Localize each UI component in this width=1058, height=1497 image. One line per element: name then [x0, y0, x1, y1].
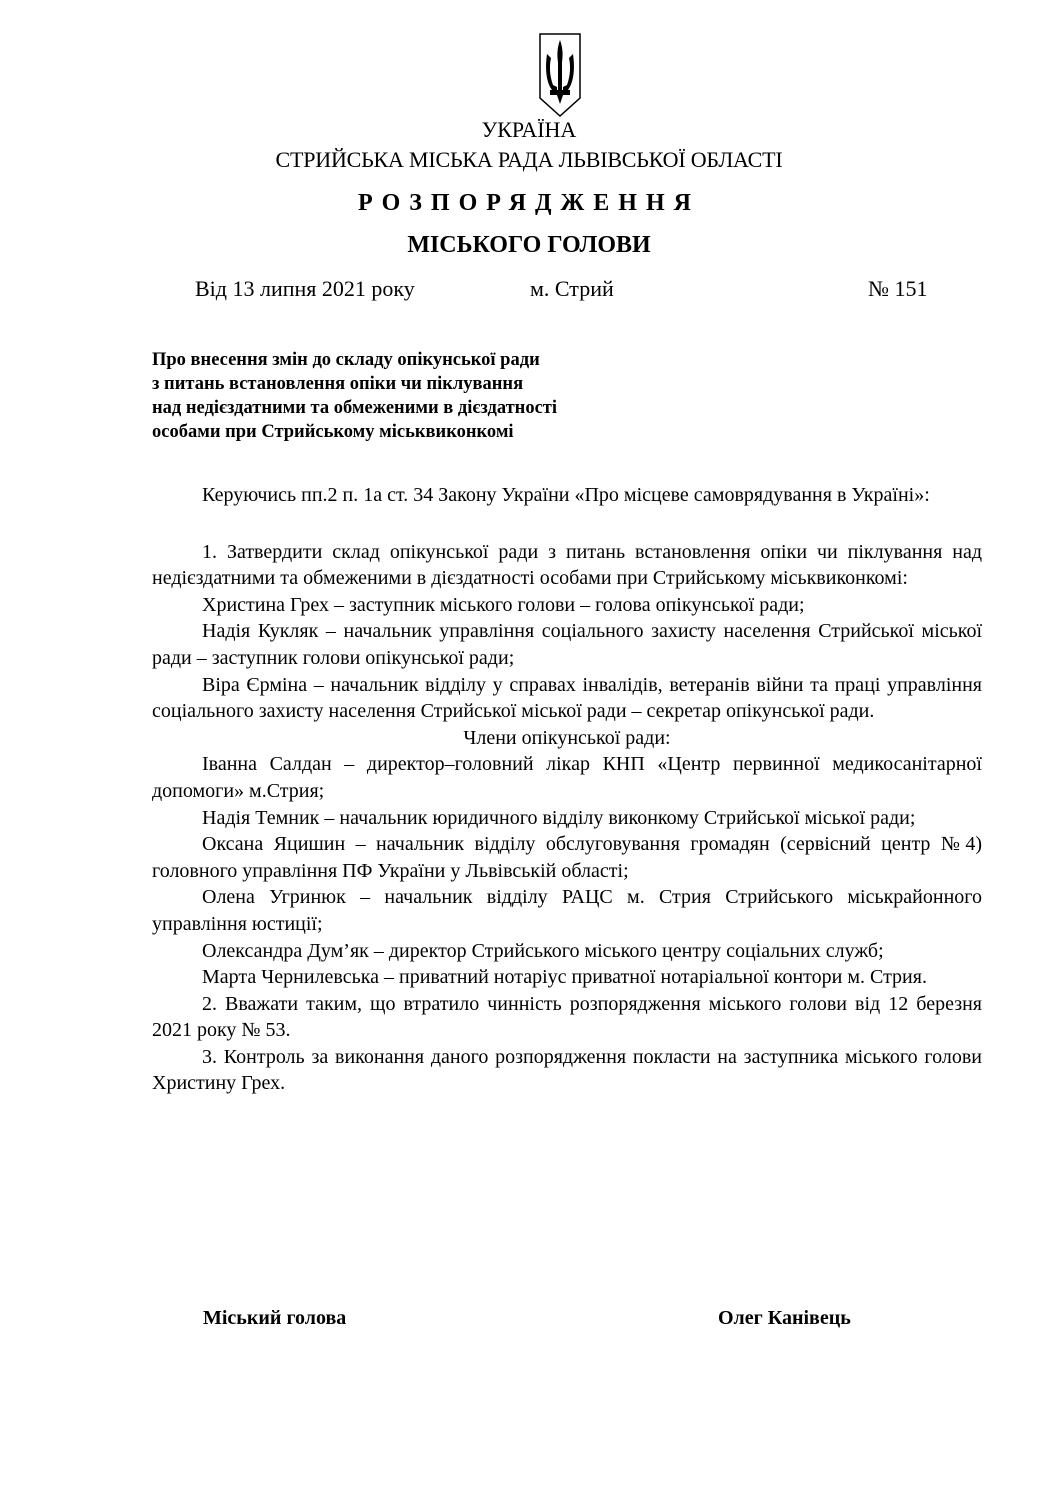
document-body [152, 482, 982, 1097]
council-name: СТРИЙСЬКА МІСЬКА РАДА ЛЬВІВСЬКОЇ ОБЛАСТІ [275, 147, 783, 172]
leader-entry: Надія Кукляк – начальник управління соціального захисту населення Стрийської міської ради – заступник голови опікунської ради; [152, 620, 982, 669]
member-entry: Надія Темник – начальник юридичного відділу виконкому Стрийської міської ради; [202, 806, 916, 829]
document-issuer: МІСЬКОГО ГОЛОВИ [407, 232, 651, 258]
subject-line: Про внесення змін до складу опікунської ради [152, 350, 540, 370]
document-subject [152, 348, 557, 444]
trident-coat-of-arms-icon [538, 32, 582, 118]
preamble-paragraph: Керуючись пп.2 п. 1а ст. 34 Закону України «Про місцеве самоврядування в Україні»: [202, 484, 930, 506]
country-name: УКРАЇНА [481, 117, 577, 142]
signatory-title: Міський голова [203, 1307, 347, 1329]
subject-line: над недієздатними та обмеженими в дієздатності [152, 398, 558, 418]
document-date: Від 13 липня 2021 року [195, 276, 415, 301]
subject-line: особами при Стрийському міськвиконкомі [152, 422, 514, 442]
document-type: РОЗПОРЯДЖЕННЯ [358, 190, 700, 216]
item-2-paragraph: 2. Вважати таким, що втратило чинність розпорядження міського голови від 12 березня 2021 року № 53. [152, 992, 982, 1042]
item-1-paragraph: 1. Затвердити склад опікунської ради з питань встановлення опіки чи піклування над недієздатними та обмеженими в дієздатності особами при Стрийському міськвиконкомі: [152, 540, 982, 590]
item-3-paragraph: 3. Контроль за виконання даного розпорядження покласти на заступника міського голови Христину Грех. [152, 1045, 982, 1095]
member-entry: Олександра Дум’як – директор Стрийського міського центру соціальних служб; [202, 939, 884, 962]
member-entry: Іванна Салдан – директор–головний лікар КНП «Центр первинної медикосанітарної допомоги» м.Стрия; [152, 753, 982, 802]
member-entry: Марта Чернилевська – приватний нотаріус приватної нотаріальної контори м. Стрия. [202, 966, 927, 989]
members-heading: Члени опікунської ради: [463, 726, 671, 749]
document-place: м. Стрий [530, 276, 614, 301]
leader-entry: Христина Грех – заступник міського голови – голова опікунської ради; [202, 593, 805, 616]
signatory-name: Олег Канівець [718, 1307, 851, 1329]
leader-entry: Віра Єрміна – начальник відділу у справах інвалідів, ветеранів війни та праці управління соціального захисту населення Стрийської міської ради – секретар опікунської ради. [152, 673, 982, 723]
member-entry: Олена Угринюк – начальник відділу РАЦС м. Стрия Стрийського міськрайонного управління юстиції; [152, 886, 982, 935]
member-entry: Оксана Яцишин – начальник відділу обслуговування громадян (сервісний центр №4) головного управління ПФ України у Львівській області; [152, 833, 982, 882]
subject-line: з питань встановлення опіки чи піклування [152, 374, 524, 394]
document-number: № 151 [868, 276, 928, 301]
